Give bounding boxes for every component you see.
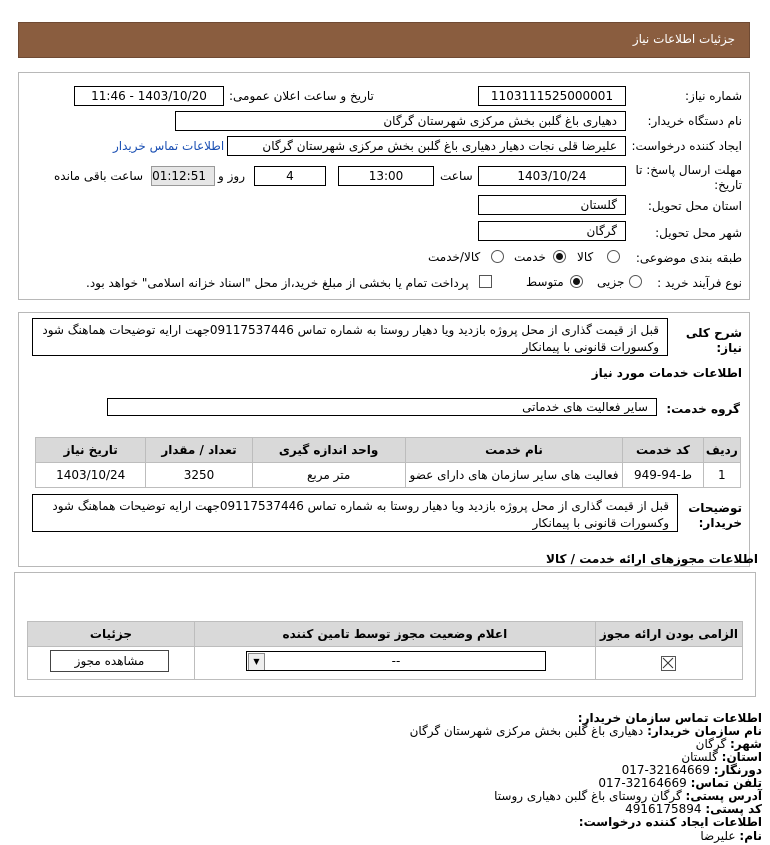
service-group-label: گروه خدمت: xyxy=(666,402,740,416)
creator-name-row xyxy=(700,829,762,843)
province-label: استان محل تحویل: xyxy=(647,199,742,213)
category-radio-goods-service[interactable] xyxy=(491,250,504,263)
contact-province-value: گلستان xyxy=(681,750,718,764)
col-qty: تعداد / مقدار xyxy=(146,438,252,463)
services-table xyxy=(35,437,741,488)
deadline-time-label: ساعت xyxy=(440,169,473,183)
buyer-desc-text: قبل از قیمت گذاری از محل پروژه بازدید ویا دهیار روستا به شماره تماس 09117537446جهت ارایه توضیحات هماهنگ شود وکسورات قانونی با پیمانکار xyxy=(32,494,678,532)
col-required: الزامی بودن ارائه مجوز xyxy=(595,622,742,647)
permits-table-header xyxy=(28,622,743,647)
col-details: جزئیات xyxy=(28,622,195,647)
col-row: ردیف xyxy=(703,438,740,463)
deadline-label-2: تاریخ: xyxy=(714,178,742,192)
summary-label-1: شرح کلی xyxy=(685,326,742,340)
buyer-contact-link[interactable]: اطلاعات تماس خریدار xyxy=(113,139,225,153)
contact-address-value: گرگان روستای باغ گلبن دهیاری روستا xyxy=(494,789,682,803)
deadline-time-field: 13:00 xyxy=(338,166,434,186)
summary-text: قبل از قیمت گذاری از محل پروژه بازدید ویا دهیار روستا به شماره تماس 09117537446جهت ارایه توضیحات هماهنگ شود وکسورات قانونی با پیمانکار xyxy=(32,318,668,356)
permit-status-value: -- xyxy=(391,654,401,668)
col-name: نام خدمت xyxy=(405,438,623,463)
category-option-goods: کالا xyxy=(577,250,594,264)
cell-name: فعالیت های سایر سازمان های دارای عضو xyxy=(405,463,623,488)
contact-title: اطلاعات تماس سازمان خریدار: xyxy=(577,711,762,725)
cell-row: 1 xyxy=(703,463,740,488)
buyer-org-label: نام دستگاه خریدار: xyxy=(647,114,742,128)
chevron-down-icon: ▼ xyxy=(248,653,265,671)
cell-unit: متر مربع xyxy=(252,463,405,488)
contact-province-label: استان: xyxy=(721,750,762,764)
contact-city-row xyxy=(696,737,762,751)
summary-label-2: نیاز: xyxy=(716,341,742,355)
contact-address-row xyxy=(494,789,762,803)
creator-label: ایجاد کننده درخواست: xyxy=(631,139,742,153)
category-option-goods-service: کالا/خدمت xyxy=(428,250,481,264)
need-info-panel xyxy=(18,72,750,300)
permit-status-select[interactable] xyxy=(246,651,546,671)
process-radio-medium[interactable] xyxy=(570,275,583,288)
col-status: اعلام وضعیت مجوز توسط تامین کننده xyxy=(194,622,595,647)
table-row xyxy=(36,463,741,488)
buyer-org-field: دهیاری باغ گلبن بخش مرکزی شهرستان گرگان xyxy=(175,111,626,131)
permits-section-title: اطلاعات مجوزهای ارائه خدمت / کالا xyxy=(546,552,758,566)
creator-field: علیرضا قلی نجات دهیار دهیاری باغ گلبن بخش مرکزی شهرستان گرگان xyxy=(227,136,626,156)
city-field: گرگان xyxy=(478,221,626,241)
contact-address-label: آدرس پستی: xyxy=(685,789,762,803)
cell-code: ط-94-949 xyxy=(623,463,703,488)
payment-note: پرداخت تمام یا بخشی از مبلغ خرید،از محل "اسناد خزانه اسلامی" خواهد بود. xyxy=(86,276,469,290)
contact-postal-value: 4916175894 xyxy=(625,802,702,816)
contact-buyer-label: نام سازمان خریدار: xyxy=(647,724,762,738)
days-label: روز و xyxy=(218,169,245,183)
city-label: شهر محل تحویل: xyxy=(655,226,742,240)
process-option-medium: متوسط xyxy=(526,275,564,289)
required-cell xyxy=(595,647,742,680)
category-label: طبقه بندی موضوعی: xyxy=(635,251,742,265)
contact-phone-value: 32164669-017 xyxy=(598,776,687,790)
col-unit: واحد اندازه گیری xyxy=(252,438,405,463)
remaining-time-field: 01:12:51 xyxy=(151,166,215,186)
contact-postal-row xyxy=(625,802,762,816)
col-code: کد خدمت xyxy=(623,438,703,463)
deadline-label-1: مهلت ارسال پاسخ: تا xyxy=(635,163,742,177)
contact-buyer-row xyxy=(410,724,762,738)
announce-field: 1403/10/20 - 11:46 xyxy=(74,86,224,106)
services-table-header xyxy=(36,438,741,463)
category-option-service: خدمت xyxy=(514,250,546,264)
process-option-minor: جزیی xyxy=(597,275,625,289)
contact-province-row xyxy=(681,750,762,764)
days-field: 4 xyxy=(254,166,326,186)
province-field: گلستان xyxy=(478,195,626,215)
required-check-icon xyxy=(661,656,676,671)
contact-city-value: گرگان xyxy=(695,737,727,751)
buyer-desc-label-2: خریدار: xyxy=(698,516,742,530)
category-radio-service[interactable] xyxy=(553,250,566,263)
cell-date: 1403/10/24 xyxy=(36,463,146,488)
contact-buyer-value: دهیاری باغ گلبن بخش مرکزی شهرستان گرگان xyxy=(409,724,644,738)
contact-fax-value: 32164669-017 xyxy=(621,763,710,777)
page-header xyxy=(18,22,750,58)
contact-city-label: شهر: xyxy=(730,737,762,751)
services-section-title: اطلاعات خدمات مورد نیاز xyxy=(591,366,742,380)
contact-phone-label: تلفن تماس: xyxy=(690,776,762,790)
need-number-field: 1103111525000001 xyxy=(478,86,626,106)
service-group-field: سایر فعالیت های خدماتی xyxy=(107,398,657,416)
process-radio-minor[interactable] xyxy=(629,275,642,288)
view-permit-button[interactable]: مشاهده مجوز xyxy=(50,650,169,672)
col-date: تاریخ نیاز xyxy=(36,438,146,463)
buyer-desc-label-1: توضیحات xyxy=(688,501,742,515)
contact-fax-row xyxy=(622,763,762,777)
need-number-label: شماره نیاز: xyxy=(685,89,742,103)
contact-fax-label: دورنگار: xyxy=(713,763,762,777)
page-title: جزئیات اطلاعات نیاز xyxy=(632,32,735,46)
remaining-label: ساعت باقی مانده xyxy=(54,169,144,183)
announce-label: تاریخ و ساعت اعلان عمومی: xyxy=(229,89,374,103)
category-radio-goods[interactable] xyxy=(607,250,620,263)
treasury-payment-checkbox[interactable] xyxy=(479,275,492,288)
contact-postal-label: کد پستی: xyxy=(705,802,762,816)
creator-name-value: علیرضا xyxy=(700,829,736,843)
process-label: نوع فرآیند خرید : xyxy=(657,276,742,290)
deadline-date-field: 1403/10/24 xyxy=(478,166,626,186)
creator-name-label: نام: xyxy=(739,829,762,843)
contact-phone-row xyxy=(598,776,762,790)
creator-info-title: اطلاعات ایجاد کننده درخواست: xyxy=(578,815,762,829)
cell-qty: 3250 xyxy=(146,463,252,488)
